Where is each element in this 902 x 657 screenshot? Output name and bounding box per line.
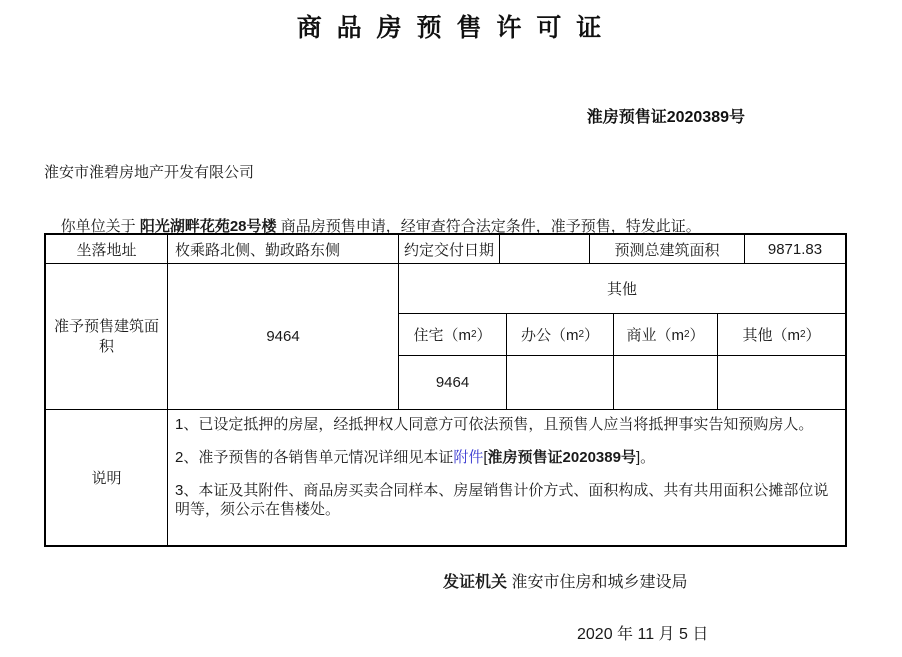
- note-2-bracket: [: [483, 449, 488, 466]
- issuing-authority-line: [443, 569, 687, 592]
- breakdown-header-office: 办公 （m 2 ）: [507, 314, 614, 355]
- breakdown-header-label: 住宅: [413, 327, 444, 344]
- issuing-authority-name: 淮安市住房和城乡建设局: [511, 574, 688, 591]
- approval-statement-suffix: 商品房预售申请，经审查符合法定条件，准予预售，特发此证。: [276, 218, 701, 235]
- approval-statement-prefix: 你单位关于: [60, 218, 140, 235]
- delivery-date-label-cell: 约定交付日期: [399, 235, 500, 263]
- breakdown-header-row: [399, 314, 845, 356]
- permit-details-table: [44, 233, 847, 547]
- unit-close: ）: [805, 327, 821, 344]
- breakdown-other-header-cell: 其他: [399, 264, 845, 314]
- breakdown-header-label: 其他: [742, 327, 773, 344]
- table-row-location: [46, 235, 845, 264]
- location-label-cell: 坐落地址: [46, 235, 168, 263]
- developer-company-name: 淮安市淮碧房地产开发有限公司: [44, 164, 255, 181]
- approved-area-value-cell: 9464: [168, 264, 399, 409]
- area-breakdown-block: [399, 264, 845, 409]
- permit-number: 淮房预售证2020389号: [586, 109, 745, 126]
- unit-close: ）: [584, 327, 600, 344]
- note-2-suffix: ]。: [635, 449, 656, 466]
- notes-label-cell: 说明: [46, 410, 168, 545]
- approved-area-label-cell: 准予预售建筑面积: [46, 264, 168, 409]
- location-value-cell: 枚乘路北侧、勤政路东侧: [168, 235, 399, 263]
- unit-close: ）: [476, 327, 492, 344]
- breakdown-header-label: 办公: [520, 327, 551, 344]
- breakdown-value-office: [507, 356, 614, 409]
- breakdown-header-commercial: 商业 （m 2 ）: [614, 314, 718, 355]
- breakdown-value-row: [399, 356, 845, 409]
- unit-close: ）: [689, 327, 705, 344]
- breakdown-value-other: [718, 356, 845, 409]
- breakdown-value-commercial: [614, 356, 718, 409]
- issuing-authority-label: 发证机关: [443, 574, 508, 591]
- note-item-2: [175, 448, 837, 467]
- total-area-label-cell: 预测总建筑面积: [590, 235, 745, 263]
- breakdown-header-residential: 住宅 （m 2 ）: [399, 314, 507, 355]
- project-name: 阳光湖畔花苑28号楼: [139, 218, 277, 235]
- issue-date: 2020 年 11 月 5 日: [577, 626, 709, 643]
- notes-content-cell: [168, 410, 845, 545]
- breakdown-header-other: 其他 （m 2 ）: [718, 314, 845, 355]
- total-area-value-cell: 9871.83: [767, 240, 823, 258]
- unit-open: （m: [772, 327, 800, 344]
- unit-open: （m: [656, 327, 684, 344]
- unit-open: （m: [443, 327, 471, 344]
- attachment-link[interactable]: 附件: [453, 449, 484, 466]
- note-item-3: 3、本证及其附件、商品房买卖合同样本、房屋销售计价方式、面积构成、共有共用面积公摊部位说明等，须公示在售楼处。: [175, 482, 829, 518]
- breakdown-value-residential: 9464: [399, 356, 507, 409]
- note-item-1: 1、已设定抵押的房屋，经抵押权人同意方可依法预售，且预售人应当将抵押事实告知预购房人。: [175, 416, 814, 433]
- document-title: 商 品 房 预 售 许 可 证: [296, 14, 606, 42]
- delivery-date-value-cell: [500, 235, 590, 263]
- note-2-permit-no: 淮房预售证2020389号: [487, 449, 636, 466]
- table-row-approved-area: [46, 264, 845, 410]
- unit-open: （m: [550, 327, 579, 344]
- note-2-prefix: 2、准予预售的各销售单元情况详细见本证: [175, 449, 454, 466]
- breakdown-header-label: 商业: [626, 327, 657, 344]
- table-row-notes: [46, 410, 845, 545]
